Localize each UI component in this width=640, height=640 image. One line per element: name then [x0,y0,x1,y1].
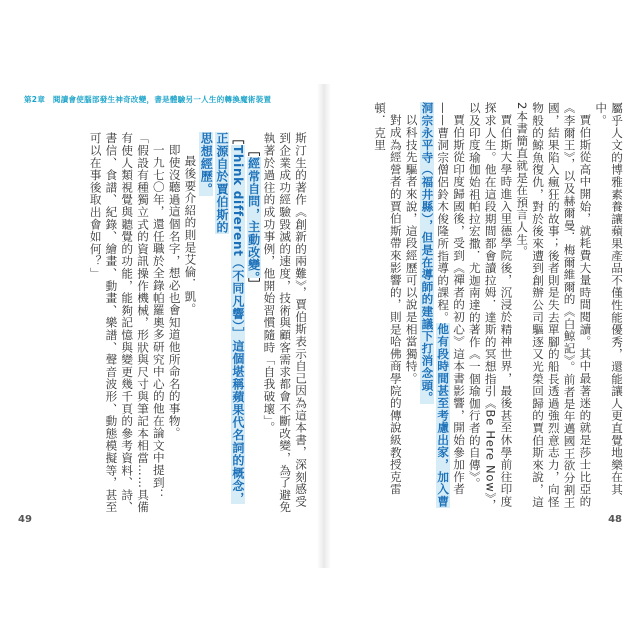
left-para-1: 斯汀生的著作《創新的兩難》，賈伯斯表示自己因為這本書，深刻感受到企業成功經驗毀滅的速度，技術與顧客需求都會不斷改變，為了避免執著於過往的成功事例，他開始習慣隨時「自我破壞」。 [262,132,308,514]
left-page-text [18,132,308,514]
left-heading-2-cont [197,132,213,514]
right-para-6: 對成為經營者的賈伯斯帶來影響的，則是哈佛商學院的傳說級教授克雷頓．克里 [373,102,403,495]
right-para-3: 賈伯斯大學時進入里德學院後，沉浸於精神世界，最後甚至休學前往印度探求人生。他在這段期間都會讀拉姆．達斯的冥想指引《Be Here Now》，以及印度瑜伽始祖帕拉宏撒．尤迦南達的著作《一個瑜伽行者的自傳》。 [467,102,514,512]
book-gutter [317,84,331,568]
left-heading-2-open: ［ [230,132,245,145]
left-heading-1-open: ［ [246,144,261,157]
right-para-4-highlight: 他有段時間甚至考慮出家，加入曹洞宗永平寺（福井縣），但是在導師的建議下打消念頭。 [420,102,451,508]
left-para-5: 「假設有種獨立式的資訊操作機械，形狀與尺寸與筆記本相當……具備有使人類視覺與聽覺的功能，能夠記憶與變更幾千頁的參考資料、詩、書信、食譜、紀錄、繪畫、動畫、樂譜、聲音波形、動態模擬等，甚至可以在事後取出會如何？」 [88,132,151,514]
book-spread [4,84,636,568]
chapter-header: 第2章 閱讀會使腦部發生神奇改變，書是體驗另一人生的轉換魔術裝置 [24,95,272,104]
left-heading-1 [245,132,261,514]
left-heading-1-text: 經常自問，主動改變。 [246,156,261,278]
right-para-2: 賈伯斯從高中開始，就耗費大量時間閱讀。其中最著迷的就是莎士比亞的《李爾王》，以及赫爾曼．梅爾維爾的《白鯨記》。前者是年邁國王欲分割王國，結果陷入瘋狂的故事；後者則是失去單腳的船長透過強烈意志力，向怪物般的鯨魚復仇，對於後來遭到創辦公司驅逐又光榮回歸的賈伯斯來說，這2本書簡直就是在預言人生。 [515,102,593,509]
left-para-4: 一九七〇年，還任職於全錄帕羅奧多研究中心的他在論文中提到： [151,143,166,501]
right-para-4 [419,102,466,514]
left-para-3: 即使沒聽過這個名字，想必也會知道他所命名的事物。 [167,143,182,439]
left-heading-2-end: 思想經歷。 [199,132,214,196]
left-heading-2-text: Think different（不同凡響） [230,144,245,327]
left-page-number: 49 [18,514,32,525]
right-para-5: 以科技先驅者來說，這段經歷可以說是相當獨特。 [404,113,419,385]
left-heading-2-rest: ］這個堪稱蘋果代名詞的概念，正源自於賈伯斯的 [215,132,245,505]
left-heading-1-close: ］ [246,277,261,291]
right-para-1: 屬乎人文的博雅素養讓蘋果產品不僅性能優秀，還能讓人更直覺地樂在其中。 [594,102,624,496]
right-page-number: 48 [608,514,622,525]
right-page-text [340,102,624,514]
left-heading-2 [213,132,245,514]
right-para-4-text: 賈伯斯從印度歸國後，受到《禪者的初心》這本書影響，開始參加作者——曹洞宗僧侶鈴木俊隆所指導的課程。 [436,102,467,495]
left-para-2: 最後要介紹的則是艾倫．凱。 [183,155,198,316]
